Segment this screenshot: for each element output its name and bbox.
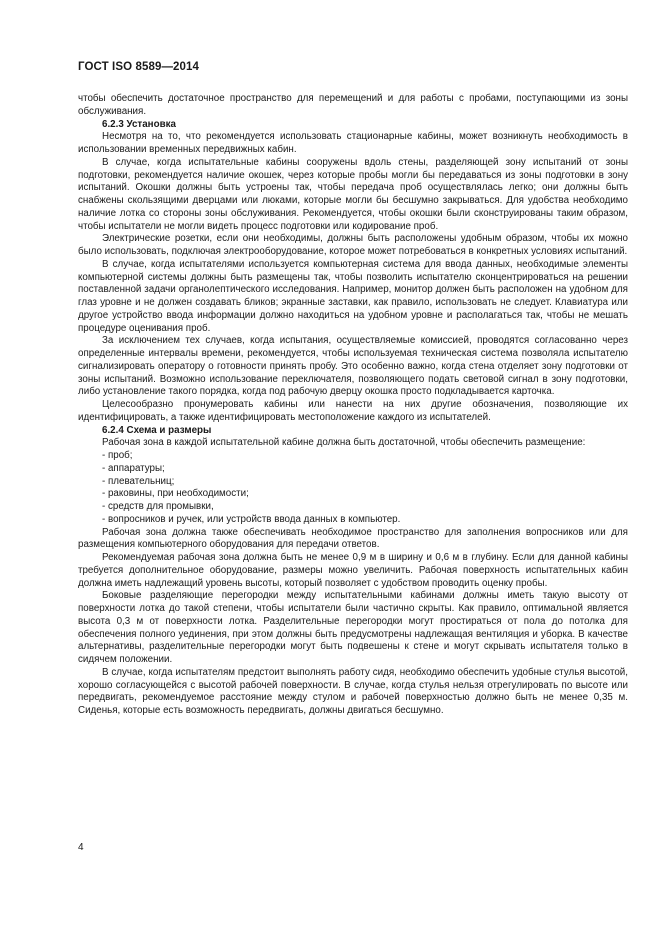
paragraph: В случае, когда испытателями используется компьютерная система для ввода данных, необходимые элементы компьютерной системы должны быть размещены так, чтобы позволить испытателю сконцентрироваться на решении поставленной задачи органолептического исследования. Например, монитор должен быть расположен на удобном для глаз уровне и не должен создавать бликов; экранные заставки, как правило, использовать не следует. Клавиатура или другое устройство ввода информации должно находиться на удобном уровне и располагаться так, чтобы не мешать процедуре оценивания проб. (78, 258, 628, 334)
list-item: - проб; (102, 450, 133, 461)
placement-list (78, 450, 628, 527)
paragraph: Боковые разделяющие перегородки между испытательными кабинами должны иметь такую высоту от поверхности лотка до такой степени, чтобы испытатели были частично скрыты. Как правило, оптимальной является высота 0,3 м от поверхности лотка. Разделительные перегородки могут простираться от пола до потолка для обеспечения полного уединения, при этом должны быть предусмотрены надлежащая вентиляция и уборка. В качестве альтернативы, разделительные перегородки могут быть подвешены к стене и могут скрывать испытателя только в сидячем положении. (78, 590, 628, 665)
list-item: - раковины, при необходимости; (102, 488, 249, 500)
document-header: ГОСТ ISO 8589—2014 (78, 61, 200, 73)
paragraph: За исключением тех случаев, когда испытания, осуществляемые комиссией, проводятся согласованно через определенные интервалы времени, рекомендуется, чтобы используемая техническая система позволяла испытателю сигнализировать оператору о готовности принять пробу. Это особенно важно, когда стена отделяет зону подготовки от зоны испытаний. Возможно использование переключателя, позволяющего подать световой сигнал в зону подготовки, либо установление такого порядка, когда под рабочую дверцу окошка просто подкладывается карточка. (78, 335, 628, 398)
paragraph: В случае, когда испытательные кабины сооружены вдоль стены, разделяющей зону испытаний от зоны подготовки, рекомендуется наличие окошек, через которые пробы могли бы передаваться из зоны подготовки в зону испытаний. Окошки должны быть устроены так, чтобы передача проб осуществлялась легко; они должны быть снабжены скользящими дверцами или люками, которые могли бы бесшумно закрываться. Для удобства необходимо наличие лотка со стороны зоны обслуживания. Рекомендуется, чтобы окошки были сконструированы таким образом, чтобы испытатели не могли видеть процесс подготовки или кодирование проб. (78, 156, 628, 232)
section-heading-6-2-3: 6.2.3 Установка (102, 118, 176, 130)
list-item: - средств для промывки, (102, 501, 214, 512)
list-item: - плевательниц; (102, 475, 175, 487)
paragraph: Рабочая зона в каждой испытательной кабине должна быть достаточной, чтобы обеспечить размещение: (102, 437, 586, 449)
paragraph: Рабочая зона должна также обеспечивать необходимое пространство для заполнения вопросников или для размещения компьютерного оборудования для передачи ответов. (78, 526, 628, 551)
document-body (78, 93, 628, 718)
paragraph: Целесообразно пронумеровать кабины или нанести на них другие обозначения, позволяющие их идентифицировать, а также идентифицировать местоположение каждого из испытателей. (78, 399, 628, 423)
section-heading-6-2-4: 6.2.4 Схема и размеры (102, 424, 212, 436)
paragraph: В случае, когда испытателям предстоит выполнять работу сидя, необходимо обеспечить удобные стулья высотой, хорошо согласующейся с высотой рабочей поверхности. В случае, когда стулья нельзя отрегулировать по высоте или передвигать, рекомендуемое расстояние между стулом и рабочей поверхностью должно быть не менее 0,35 м. Сиденья, которые есть возможность передвигать, должны двигаться бесшумно. (78, 666, 628, 716)
paragraph: Рекомендуемая рабочая зона должна быть не менее 0,9 м в ширину и 0,6 м в глубину. Если для данной кабины требуется дополнительное оборудование, размеры можно увеличить. Рабочая поверхность испытательных кабин должна иметь надлежащий уровень высоты, который позволяет с удобством проводить оценку пробы. (78, 552, 628, 589)
paragraph: Электрические розетки, если они необходимы, должны быть расположены удобным образом, чтобы их можно было использовать, подключая электрооборудование, которое может потребоваться в конкретных условиях испытаний. (78, 233, 628, 257)
list-item: - аппаратуры; (102, 462, 165, 474)
page-number: 4 (78, 842, 84, 853)
paragraph: Несмотря на то, что рекомендуется использовать стационарные кабины, может возникнуть необходимость в использовании временных передвижных кабин. (78, 131, 628, 155)
list-item: - вопросников и ручек, или устройств ввода данных в компьютер. (102, 513, 401, 525)
paragraph-continuation: чтобы обеспечить достаточное пространство для перемещений и для работы с пробами, поступающими из зоны обслуживания. (78, 93, 628, 117)
